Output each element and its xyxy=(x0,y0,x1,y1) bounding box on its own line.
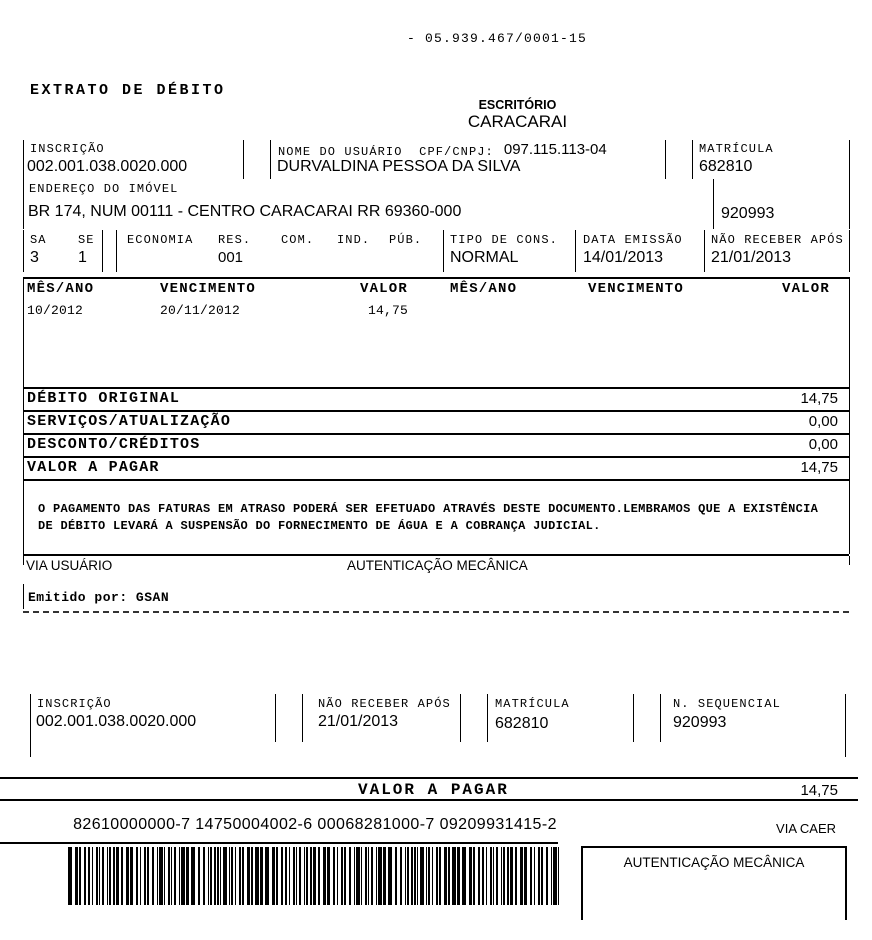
summary-value-debito-original: 14,75 xyxy=(800,390,838,407)
field-divider xyxy=(692,140,693,179)
summary-value-valor-a-pagar: 14,75 xyxy=(800,459,838,476)
field-divider xyxy=(23,179,24,229)
field-divider xyxy=(575,230,576,272)
border-stub xyxy=(23,556,24,565)
matricula-value: 682810 xyxy=(699,158,753,175)
sa-label: SA xyxy=(30,233,47,247)
com-label: COM. xyxy=(281,233,315,247)
col-header-vencimento: VENCIMENTO xyxy=(160,281,257,297)
col-header-mes-ano-2: MÊS/ANO xyxy=(450,281,518,297)
consumption-type-value: NORMAL xyxy=(450,249,519,266)
economia-label: ECONOMIA xyxy=(127,233,194,247)
table-row-valor: 14,75 xyxy=(367,303,408,318)
document-title: EXTRATO DE DÉBITO xyxy=(30,82,226,99)
field-divider xyxy=(23,230,24,272)
stub-valor-a-pagar-value: 14,75 xyxy=(800,782,838,799)
table-border xyxy=(849,277,850,554)
office-label: ESCRITÓRIO xyxy=(478,98,557,112)
inscricao-label: INSCRIÇÃO xyxy=(30,142,105,156)
se-value: 1 xyxy=(78,249,87,266)
barcode-top-border xyxy=(0,842,558,844)
stub-sequential-label: N. SEQUENCIAL xyxy=(673,697,781,711)
field-divider xyxy=(849,140,850,179)
field-divider xyxy=(102,230,103,272)
field-divider xyxy=(23,140,24,179)
stub-not-receive-after-label: NÃO RECEBER APÓS xyxy=(318,697,451,711)
stub-matricula-label: MATRÍCULA xyxy=(495,697,570,711)
cpf-label: CPF/CNPJ: xyxy=(419,145,494,159)
stub-sequential-value: 920993 xyxy=(673,714,727,731)
col-header-valor-2: VALOR xyxy=(781,281,830,297)
field-divider xyxy=(849,179,850,229)
res-label: RES. xyxy=(218,233,252,247)
not-receive-after-label: NÃO RECEBER APÓS xyxy=(711,233,844,247)
field-divider xyxy=(443,230,444,272)
sa-value: 3 xyxy=(30,249,39,266)
table-row-vencimento: 20/11/2012 xyxy=(160,303,241,318)
field-divider xyxy=(487,694,488,742)
notice-line-1: O PAGAMENTO DAS FATURAS EM ATRASO PODERÁ SER EFETUADO ATRAVÉS DESTE DOCUMENTO.LEMBRAMOS QUE A EXISTÊNCIA xyxy=(38,502,819,516)
col-header-vencimento-2: VENCIMENTO xyxy=(588,281,685,297)
emitted-by: Emitido por: GSAN xyxy=(28,590,170,605)
office-value: CARACARAI xyxy=(467,112,568,131)
stub-matricula-value: 682810 xyxy=(495,715,549,732)
summary-border xyxy=(23,410,849,412)
ind-label: IND. xyxy=(337,233,371,247)
se-label: SE xyxy=(78,233,95,247)
emission-date-value: 14/01/2013 xyxy=(583,249,664,266)
field-divider xyxy=(704,230,705,272)
cpf-value: 097.115.113-04 xyxy=(503,141,607,158)
field-divider xyxy=(275,694,276,742)
field-divider xyxy=(460,694,461,742)
col-header-mes-ano: MÊS/ANO xyxy=(27,281,95,297)
company-cnpj: - 05.939.467/0001-15 xyxy=(407,31,588,46)
via-usuario-label: VIA USUÁRIO xyxy=(26,558,113,573)
stub-valor-a-pagar-label: VALOR A PAGAR xyxy=(358,781,509,799)
summary-label-valor-a-pagar: VALOR A PAGAR xyxy=(27,459,160,476)
table-row-mes-ano: 10/2012 xyxy=(27,303,84,318)
field-divider xyxy=(713,179,714,229)
field-divider xyxy=(660,694,661,742)
field-divider xyxy=(633,694,634,742)
user-name-value: DURVALDINA PESSOA DA SILVA xyxy=(277,158,521,175)
barcode-digits: 82610000000-7 14750004002-6 00068281000-7 09209931415-2 xyxy=(73,816,557,833)
not-receive-after-value: 21/01/2013 xyxy=(711,249,792,266)
tear-dashed-line xyxy=(23,611,849,613)
pub-label: PÚB. xyxy=(389,233,423,247)
summary-label-desconto: DESCONTO/CRÉDITOS xyxy=(27,436,201,453)
stub-autenticacao-mecanica-label: AUTENTICAÇÃO MECÂNICA xyxy=(623,855,805,870)
label-gap xyxy=(403,145,420,159)
stub-border xyxy=(0,777,858,779)
border-stub xyxy=(23,584,24,609)
summary-label-servicos: SERVIÇOS/ATUALIZAÇÃO xyxy=(27,413,232,430)
inscricao-value: 002.001.038.0020.000 xyxy=(27,158,188,175)
autenticacao-mecanica-label: AUTENTICAÇÃO MECÂNICA xyxy=(347,558,528,573)
border-stub xyxy=(849,556,850,565)
consumption-type-label: TIPO DE CONS. xyxy=(450,233,558,247)
field-divider xyxy=(270,140,271,179)
table-border xyxy=(23,277,24,554)
address-value: BR 174, NUM 00111 - CENTRO CARACARAI RR 69360-000 xyxy=(28,203,462,220)
summary-label-debito-original: DÉBITO ORIGINAL xyxy=(27,390,181,407)
user-name-label: NOME DO USUÁRIO xyxy=(278,145,403,159)
summary-value-servicos: 0,00 xyxy=(808,413,838,430)
field-divider xyxy=(243,140,244,179)
emission-date-label: DATA EMISSÃO xyxy=(583,233,683,247)
summary-border xyxy=(23,456,849,458)
field-divider xyxy=(845,694,846,757)
via-caer-label: VIA CAER xyxy=(776,821,836,836)
sequential-number: 920993 xyxy=(721,205,775,222)
summary-border xyxy=(23,387,849,389)
matricula-label: MATRÍCULA xyxy=(699,142,774,156)
summary-value-desconto: 0,00 xyxy=(808,436,838,453)
field-divider xyxy=(849,230,850,272)
field-divider xyxy=(665,140,666,179)
stub-inscricao-label: INSCRIÇÃO xyxy=(37,697,112,711)
address-label: ENDEREÇO DO IMÓVEL xyxy=(29,182,179,196)
notice-line-2: DE DÉBITO LEVARÁ A SUSPENSÃO DO FORNECIMENTO DE ÁGUA E A COBRANÇA JUDICIAL. xyxy=(38,519,601,533)
summary-border xyxy=(23,433,849,435)
res-value: 001 xyxy=(218,249,244,266)
field-divider xyxy=(116,230,117,272)
field-divider xyxy=(302,694,303,742)
stub-inscricao-value: 002.001.038.0020.000 xyxy=(36,713,197,730)
col-header-valor: VALOR xyxy=(359,281,408,297)
table-border xyxy=(23,277,849,279)
summary-border xyxy=(23,479,849,481)
barcode xyxy=(68,847,562,905)
stub-border xyxy=(0,799,858,801)
stub-auth-box xyxy=(581,846,847,920)
stub-not-receive-after-value: 21/01/2013 xyxy=(318,713,399,730)
field-divider xyxy=(30,694,31,757)
section-border xyxy=(23,554,849,556)
